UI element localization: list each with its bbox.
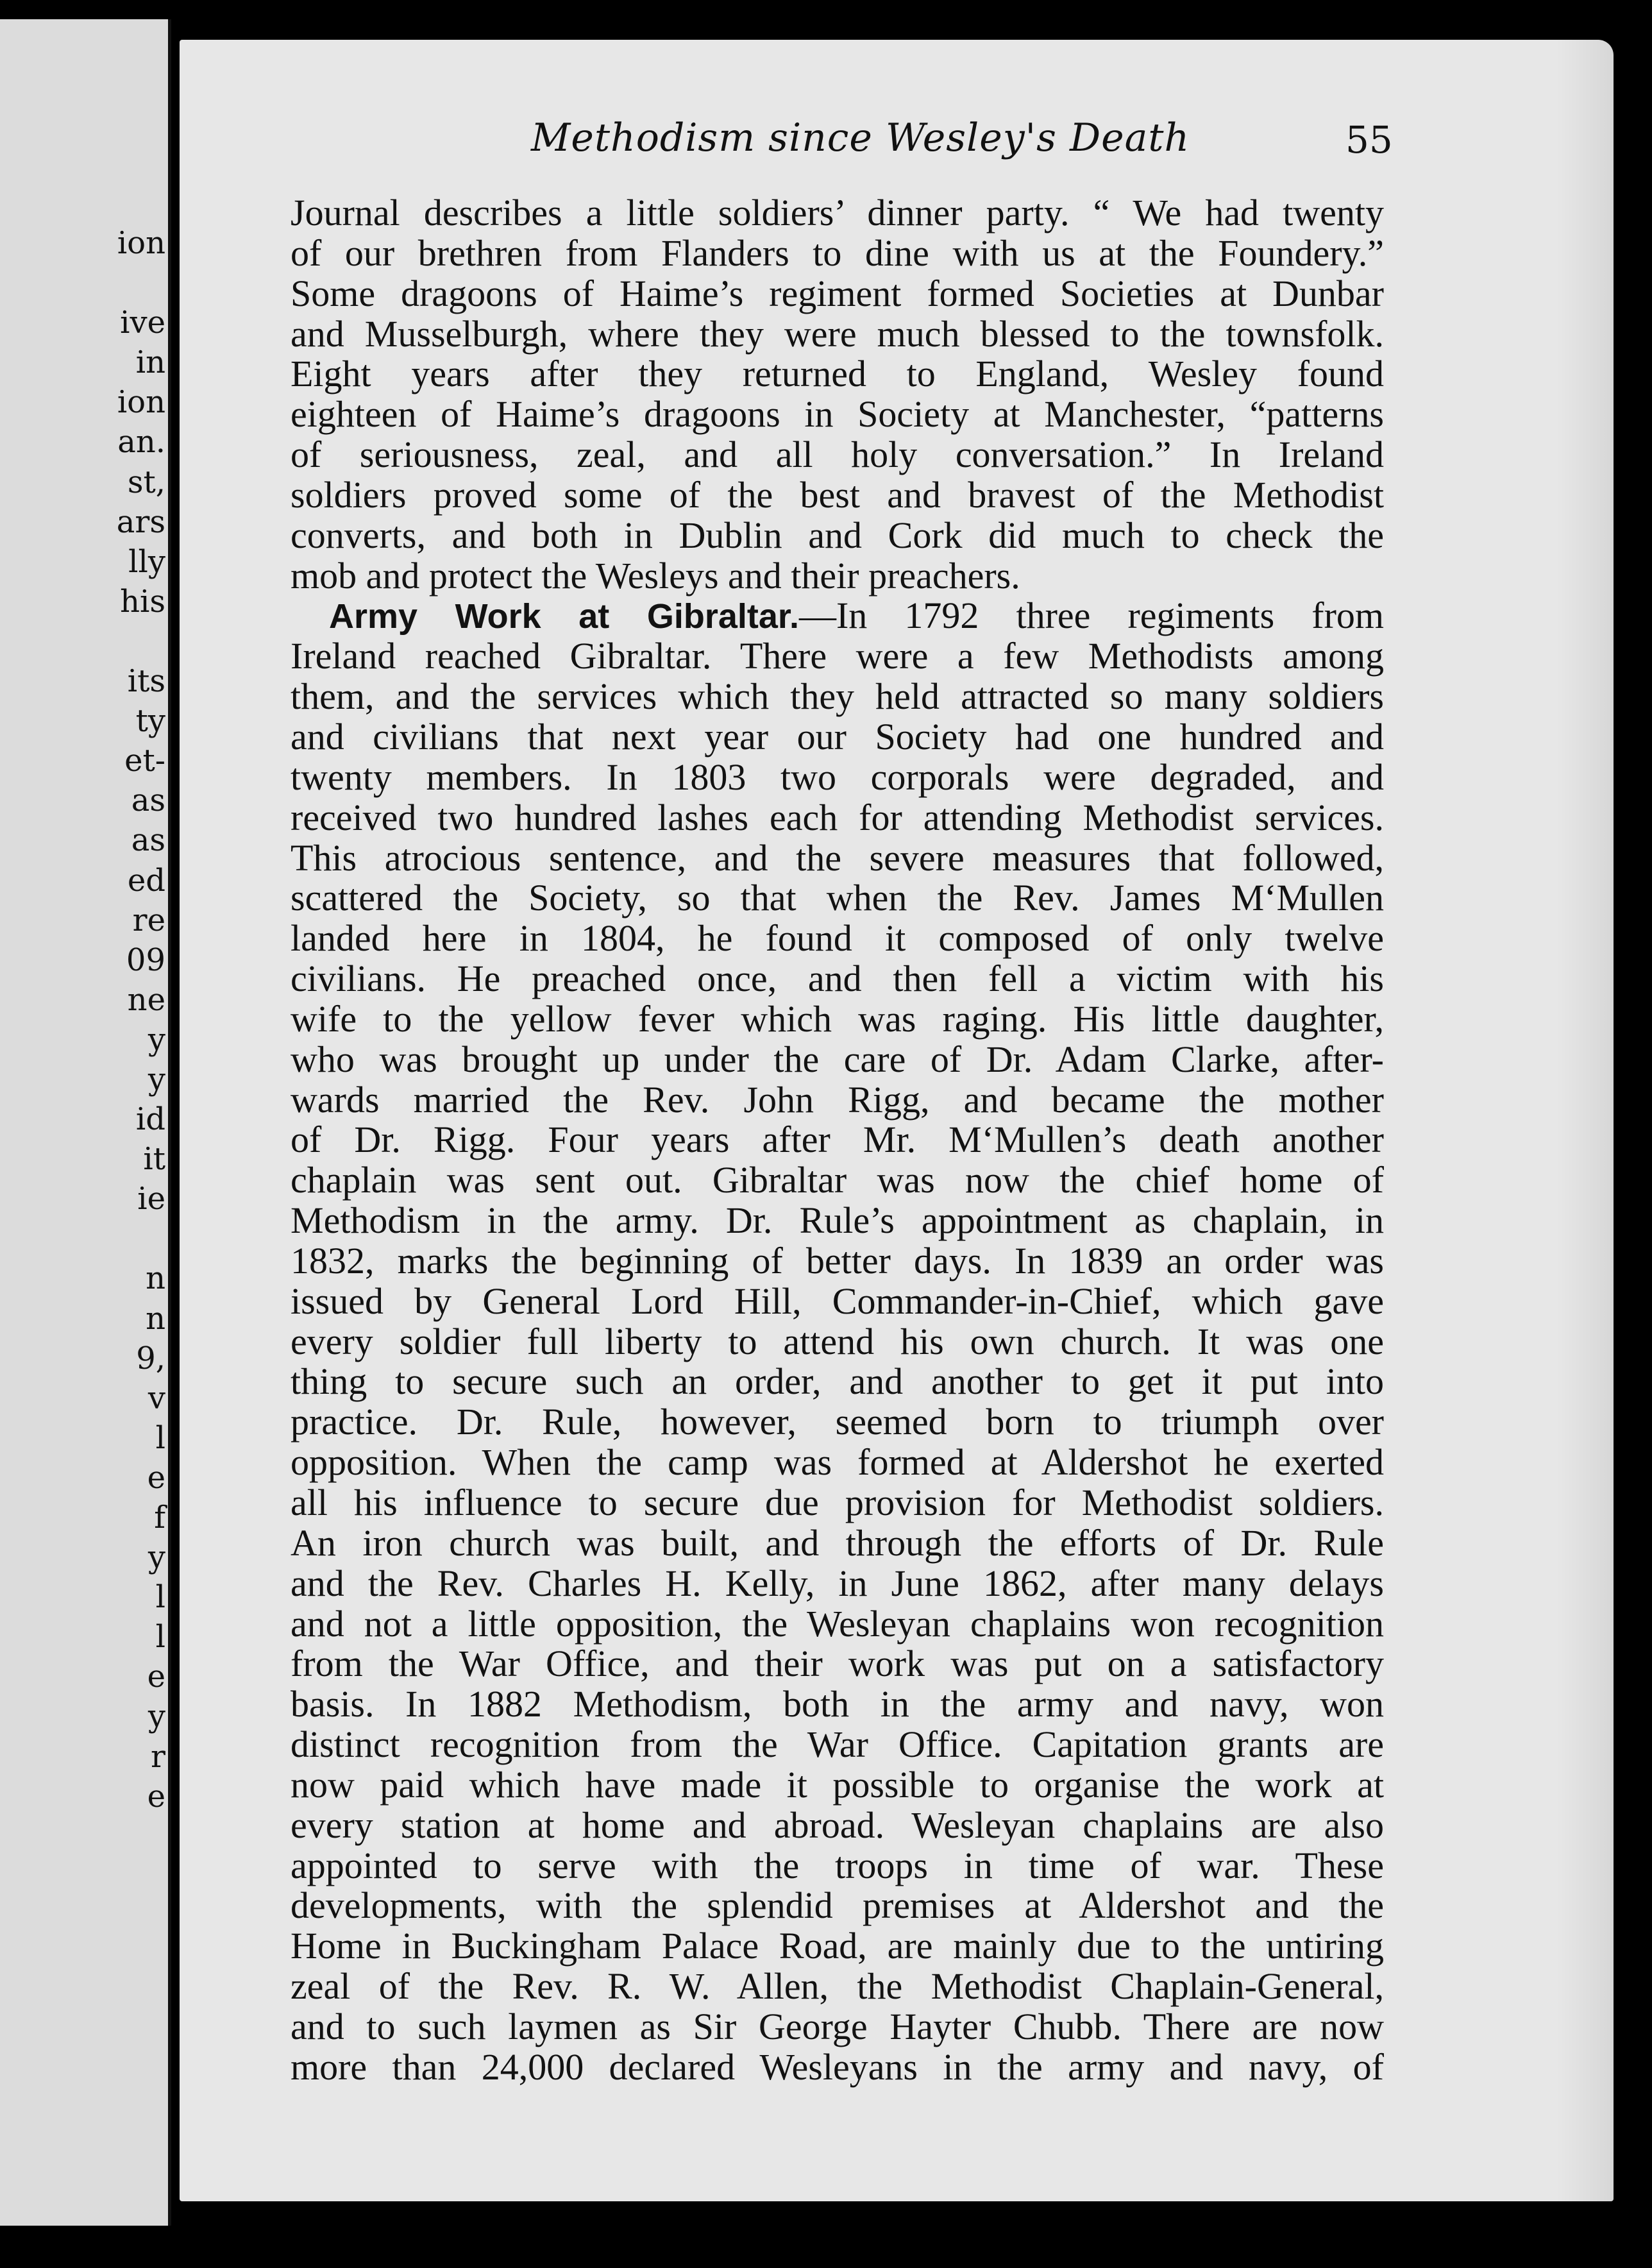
text-line: An iron church was built, and through the efforts of Dr. Rule — [291, 1521, 1384, 1564]
previous-page-fragment: n — [146, 1260, 165, 1297]
text-line: and to such laymen as Sir George Hayter Chubb. There are now — [291, 2005, 1384, 2047]
previous-page-fragment: lly — [128, 543, 165, 580]
previous-page-fragment: his — [120, 583, 165, 620]
text-line: all his influence to secure due provision for Methodist soldiers. — [291, 1482, 1384, 1523]
text-line: received two hundred lashes each for attending Methodist services. — [291, 796, 1384, 838]
text-line: soldiers proved some of the best and bravest of the Methodist — [291, 473, 1384, 516]
page-number: 55 — [1345, 118, 1393, 162]
previous-page-fragment: ie — [137, 1181, 165, 1217]
text-line: Home in Buckingham Palace Road, are mainly due to the untiring — [291, 1925, 1384, 1967]
text-line: of seriousness, zeal, and all holy conversation.” In Ireland — [291, 434, 1384, 476]
text-line: appointed to serve with the troops in time of war. These — [291, 1844, 1384, 1886]
previous-page-fragment: e — [147, 1659, 165, 1695]
previous-page-fragment: l — [155, 1419, 165, 1456]
section-heading-continuation: —In 1792 three regiments from — [798, 595, 1385, 637]
text-line: wife to the yellow fever which was raging. His little daughter, — [291, 997, 1384, 1040]
previous-page-fragment: et- — [124, 743, 165, 779]
text-line: basis. In 1882 Methodism, both in the army and navy, won — [291, 1683, 1384, 1725]
previous-page-fragment: ars — [116, 504, 165, 540]
text-line: converts, and both in Dublin and Cork did much to check the — [291, 514, 1384, 556]
previous-page-text-fragments — [117, 223, 165, 1896]
text-line: This atrocious sentence, and the severe measures that followed, — [291, 836, 1384, 879]
previous-page-fragment: an. — [117, 424, 165, 461]
previous-page-fragment: e — [147, 1459, 165, 1496]
text-line: of Dr. Rigg. Four years after Mr. M‘Mullen’s death another — [291, 1119, 1384, 1161]
text-line: twenty members. In 1803 two corporals were degraded, and — [291, 756, 1384, 798]
previous-page-fragment: v — [148, 1380, 165, 1416]
previous-page-fragment: ty — [135, 703, 165, 740]
text-line: from the War Office, and their work was put on a satisfactory — [291, 1643, 1384, 1685]
previous-page-fragment — [117, 1856, 165, 1896]
previous-page-fragment: its — [127, 663, 165, 700]
previous-page-fragment: y — [148, 1021, 165, 1058]
text-line: distinct recognition from the War Office. Capitation grants are — [291, 1723, 1384, 1766]
text-line: issued by General Lord Hill, Commander-in-Chief, which gave — [291, 1280, 1384, 1322]
previous-page-fragment: l — [155, 1579, 165, 1616]
text-line: Methodism in the army. Dr. Rule’s appointment as chaplain, in — [291, 1199, 1384, 1242]
text-line: scattered the Society, so that when the Rev. James M‘Mullen — [291, 877, 1384, 919]
previous-page-fragment: 9, — [136, 1340, 165, 1376]
text-line: every station at home and abroad. Wesleyan chaplains are also — [291, 1804, 1384, 1846]
text-line: who was brought up under the care of Dr. Adam Clarke, after- — [291, 1038, 1384, 1080]
previous-page-fragment: st, — [127, 464, 165, 500]
text-line: zeal of the Rev. R. W. Allen, the Methodist Chaplain-General, — [291, 1965, 1384, 2008]
text-line: Some dragoons of Haime’s regiment formed Societies at Dunbar — [291, 272, 1384, 314]
previous-page-fragment: y — [148, 1539, 165, 1576]
previous-page-fragment: 09 — [126, 942, 165, 978]
text-line: chaplain was sent out. Gibraltar was now the chief home of — [291, 1159, 1384, 1201]
text-line: landed here in 1804, he found it composed of only twelve — [291, 917, 1384, 960]
previous-page-fragment — [117, 1816, 165, 1856]
previous-page-fragment: r — [151, 1738, 165, 1775]
text-line: them, and the services which they held attracted so many soldiers — [291, 675, 1384, 718]
text-line: Journal describes a little soldiers’ dinner party. “ We had twenty — [291, 192, 1384, 233]
previous-page-fragment: f — [154, 1500, 165, 1536]
page-edge-shadow — [1556, 40, 1614, 2201]
text-line: wards married the Rev. John Rigg, and became the mother — [291, 1078, 1384, 1121]
text-line: and civilians that next year our Society had one hundred and — [291, 715, 1384, 757]
previous-page-fragment — [117, 263, 165, 303]
previous-page-fragment: y — [148, 1698, 165, 1735]
previous-page-fragment: ion — [117, 225, 165, 261]
previous-page-fragment — [117, 622, 165, 661]
previous-page-fragment: id — [135, 1101, 165, 1138]
previous-page-fragment: as — [131, 783, 165, 819]
previous-page-fragment: re — [132, 902, 165, 938]
text-line: of our brethren from Flanders to dine with us at the Foundery.” — [291, 232, 1384, 274]
previous-page-fragment — [117, 1219, 165, 1258]
previous-page-fragment: l — [155, 1619, 165, 1655]
previous-page-fragment: ne — [127, 981, 165, 1018]
previous-page-edge — [0, 19, 171, 2226]
body-text — [291, 192, 1384, 2087]
text-line: every soldier full liberty to attend his own church. It was one — [291, 1320, 1384, 1362]
previous-page-fragment: e — [147, 1778, 165, 1815]
text-line: Eight years after they returned to England, Wesley found — [291, 353, 1384, 395]
text-line: and the Rev. Charles H. Kelly, in June 1862, after many delays — [291, 1562, 1384, 1604]
text-line: practice. Dr. Rule, however, seemed born to triumph over — [291, 1401, 1384, 1443]
text-line: thing to secure such an order, and another to get it put into — [291, 1360, 1384, 1403]
section-heading: Army Work at Gibraltar. — [329, 597, 799, 636]
previous-page-fragment: it — [143, 1141, 165, 1178]
page — [180, 40, 1614, 2201]
text-line: now paid which have made it possible to organise the work at — [291, 1763, 1384, 1806]
previous-page-fragment: y — [148, 1061, 165, 1097]
text-line: more than 24,000 declared Wesleyans in the army and navy, of — [291, 2045, 1384, 2088]
previous-page-fragment: ed — [127, 862, 165, 899]
text-line: Ireland reached Gibraltar. There were a few Methodists among — [291, 635, 1384, 677]
text-line: opposition. When the camp was formed at Aldershot he exerted — [291, 1441, 1384, 1484]
text-line: eighteen of Haime’s dragoons in Society at Manchester, “patterns — [291, 393, 1384, 436]
previous-page-fragment: ive — [120, 305, 165, 341]
previous-page-fragment: in — [135, 344, 165, 381]
previous-page-fragment: ion — [117, 384, 165, 421]
previous-page-fragment: as — [131, 822, 165, 859]
text-line: and not a little opposition, the Wesleyan chaplains won recognition — [291, 1602, 1384, 1645]
text-line: mob and protect the Wesleys and their preachers. — [291, 554, 1020, 597]
section-heading-line — [291, 595, 1384, 636]
previous-page-fragment: n — [146, 1300, 165, 1337]
text-line: developments, with the splendid premises at Aldershot and the — [291, 1884, 1384, 1927]
text-line: civilians. He preached once, and then fell a victim with his — [291, 958, 1384, 1000]
text-line: and Musselburgh, where they were much blessed to the townsfolk. — [291, 312, 1384, 355]
text-line: 1832, marks the beginning of better days. In 1839 an order was — [291, 1239, 1384, 1282]
running-head: Methodism since Wesley's Death — [531, 115, 1190, 160]
